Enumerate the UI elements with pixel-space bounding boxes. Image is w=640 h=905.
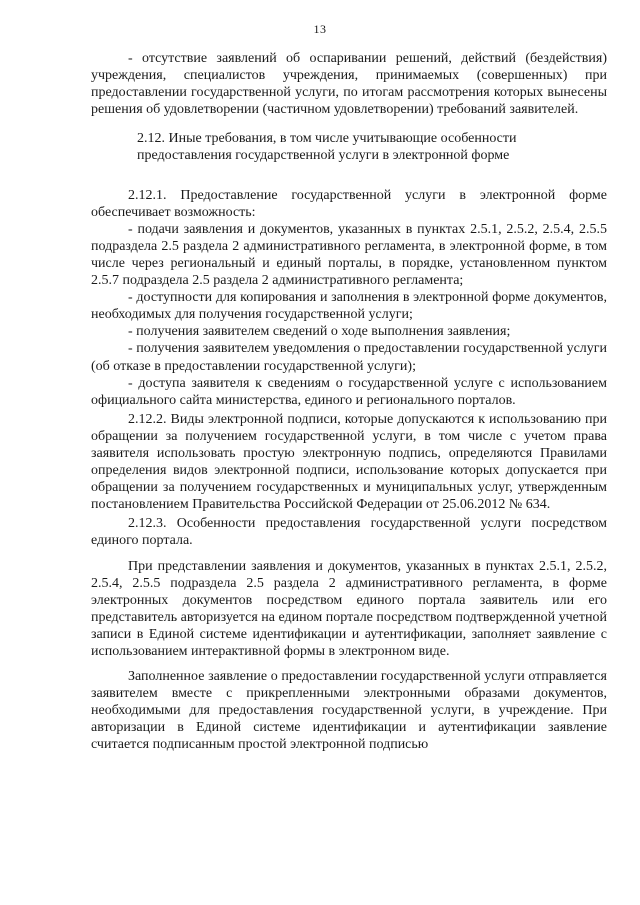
paragraph-2-12-3: 2.12.3. Особенности предоставления государственной услуги посредством единого портала. — [91, 516, 607, 549]
paragraph-submission-procedure: При представлении заявления и документов, указанных в пунктах 2.5.1, 2.5.2, 2.5.4, 2.5.5 подраздела 2.5 раздела 2 административного регламента, в форме электронных документов посредством единого портала заявитель или его представитель авторизуется на едином портале посредством подтвержденной учетной записи в Единой системе идентификации и аутентификации, заполняет заявление с использованием интерактивной формы в электронном виде. — [91, 558, 607, 659]
page-number: 13 — [313, 22, 327, 36]
list-item-submission: - подачи заявления и документов, указанных в пунктах 2.5.1, 2.5.2, 2.5.4, 2.5.5 подраздела 2.5 раздела 2 административного регламента, в электронной форме, в том числе через региональный и единый порталы, в порядке, установленном пунктом 2.5.7 подраздела 2.5 раздела 2 административного регламента; — [91, 221, 607, 289]
document-body — [91, 50, 607, 754]
list-item-info-access: - доступа заявителя к сведениям о государственной услуге с использованием официального сайта министерства, единого и регионального порталов. — [91, 375, 607, 408]
list-item-copy-access: - доступности для копирования и заполнения в электронной форме документов, необходимых для получения государственной услуги; — [91, 290, 607, 323]
paragraph-completed-application: Заполненное заявление о предоставлении государственной услуги отправляется заявителем вместе с прикрепленными электронными образами документов, необходимыми для предоставления государственной услуги, в учреждение. При авторизации в Единой системе идентификации и аутентификации заявление считается подписанным простой электронной подписью — [91, 669, 607, 753]
paragraph-no-complaints: - отсутствие заявлений об оспаривании решений, действий (бездействия) учреждения, специалистов учреждения, принимаемых (совершенных) при предоставлении государственной услуги, по итогам рассмотрения которых вынесены решения об удовлетворении (частичном удовлетворении) требований заявителей. — [91, 51, 607, 118]
list-item-status-info: - получения заявителем сведений о ходе выполнения заявления; — [128, 324, 511, 340]
paragraph-2-12-2: 2.12.2. Виды электронной подписи, которые допускаются к использованию при обращении за получением государственной услуги, в том числе с учетом права заявителя использовать простую электронную подпись, определяются Правилами определения видов электронной подписи, использование которых допускается при обращении за получением государственных и муниципальных услуг, утвержденным постановлением Правительства Российской Федерации от 25.06.2012 № 634. — [91, 411, 607, 513]
section-heading-2-12: 2.12. Иные требования, в том числе учитывающие особенности предоставления государственной услуги в электронной форме — [137, 131, 517, 164]
list-item-notification: - получения заявителем уведомления о предоставлении государственной услуги (об отказе в предоставлении государственной услуги); — [91, 341, 607, 374]
paragraph-2-12-1: 2.12.1. Предоставление государственной услуги в электронной форме обеспечивает возможность: — [91, 187, 607, 220]
